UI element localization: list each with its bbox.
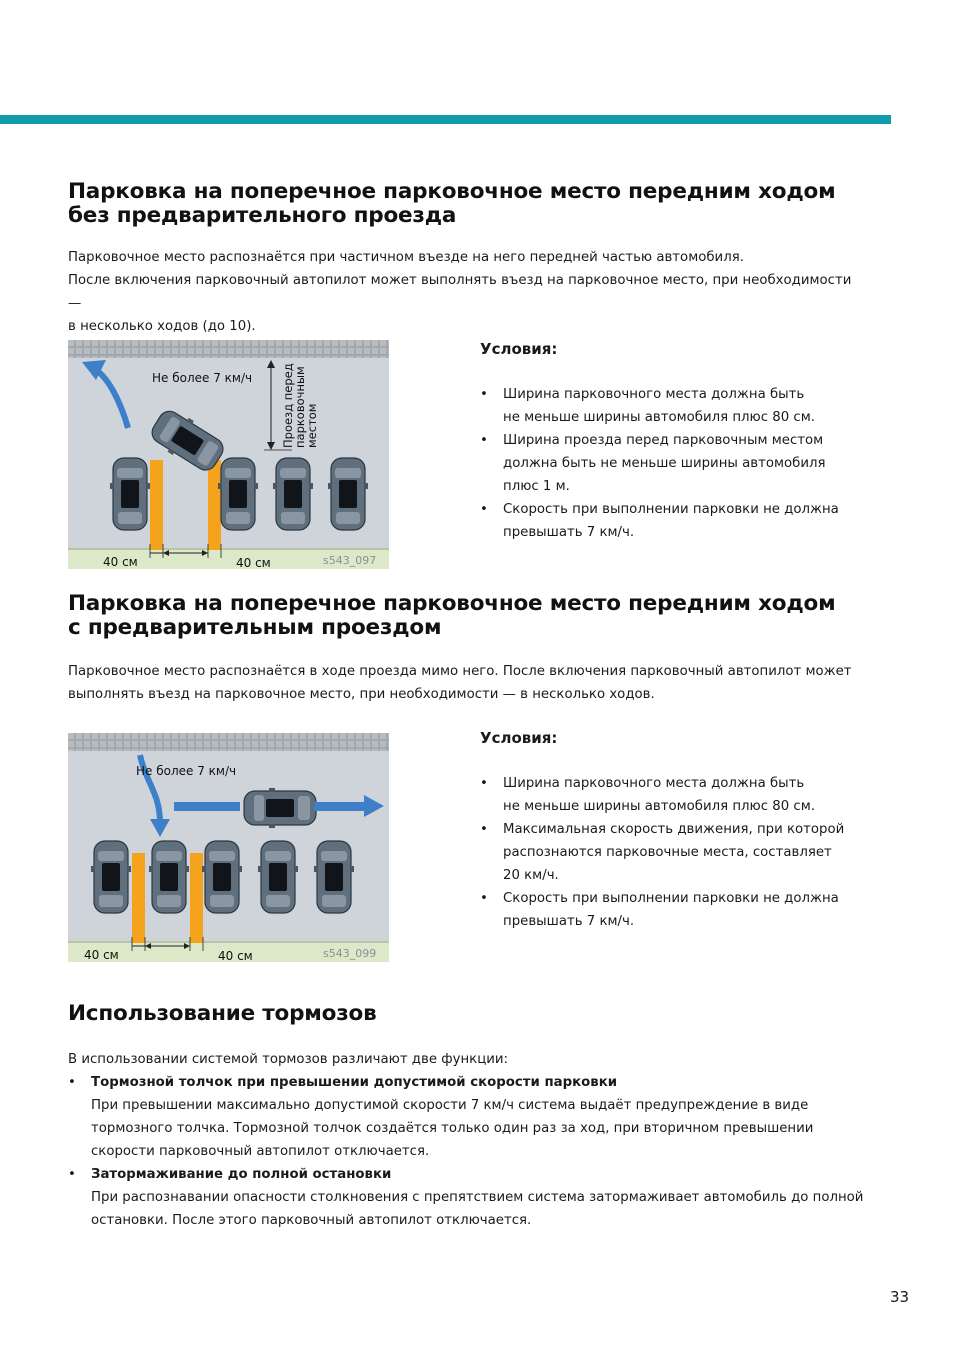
parking-marker: [132, 853, 145, 943]
list-item: • Ширина проезда перед парковочным местом должна быть не меньше ширины автомобиля плюс 1 м.: [480, 429, 860, 498]
list-item: • Скорость при выполнении парковки не должна превышать 7 км/ч.: [480, 498, 860, 544]
list-item: • Ширина парковочного места должна быть не меньше ширины автомобиля плюс 80 см.: [480, 383, 860, 429]
car-top-view: [218, 458, 258, 530]
conditions-list: [480, 772, 860, 933]
car-top-view: [149, 841, 189, 913]
paragraph-line: выполнять въезд на парковочное место, при необходимости — в несколько ходов.: [68, 687, 655, 702]
paragraph-line: После включения парковочный автопилот может выполнять въезд на парковочное место, при необходимости —: [68, 273, 852, 311]
car-top-view: [91, 841, 131, 913]
car-top-view: [244, 788, 316, 828]
curb: [68, 733, 389, 751]
section-title: Использование тормозов: [68, 1001, 377, 1026]
car-top-view: [328, 458, 368, 530]
vertical-label: местом: [305, 403, 319, 448]
section-paragraph: [68, 660, 868, 706]
gap-label: 40 см: [103, 555, 138, 569]
item-title: Затормаживание до полной остановки: [91, 1167, 392, 1182]
title-line: Парковка на поперечное парковочное место передним ходом: [68, 591, 836, 616]
section-paragraph: [68, 246, 868, 338]
speed-label: Не более 7 км/ч: [152, 371, 253, 385]
figure-parking-with-pass: [68, 733, 389, 962]
bullet-dot: •: [68, 1075, 76, 1090]
paragraph-line: в несколько ходов (до 10).: [68, 319, 256, 334]
list-item: • Затормаживание до полной остановки При распознавании опасности столкновения с препятствием система затормаживает автомобиль до полной остановки. После этого парковочный автопилот отключается.: [68, 1163, 868, 1232]
conditions-title: Условия:: [480, 340, 558, 358]
accent-bar: [0, 115, 891, 124]
car-top-view: [314, 841, 354, 913]
title-line: Парковка на поперечное парковочное место передним ходом: [68, 179, 836, 204]
gap-label: 40 см: [84, 948, 119, 962]
brakes-content: [68, 1048, 868, 1232]
conditions-title: Условия:: [480, 729, 558, 747]
gap-label: 40 см: [236, 556, 271, 569]
list-item: • Максимальная скорость движения, при которой распознаются парковочные места, составляет 20 км/ч.: [480, 818, 860, 887]
parking-marker: [208, 460, 221, 550]
conditions-list: [480, 383, 860, 544]
section-title: [68, 180, 888, 228]
parking-diagram: [68, 340, 389, 569]
vertical-label: Проезд перед: [281, 363, 295, 448]
curb: [68, 340, 389, 358]
parking-diagram: [68, 733, 389, 962]
speed-label: Не более 7 км/ч: [136, 764, 237, 778]
page-number: 33: [890, 1288, 910, 1306]
list-item: • Скорость при выполнении парковки не должна превышать 7 км/ч.: [480, 887, 860, 933]
item-title: Тормозной толчок при превышении допустимой скорости парковки: [91, 1075, 618, 1090]
section-title: [68, 592, 888, 640]
car-top-view: [202, 841, 242, 913]
parking-marker: [150, 460, 163, 550]
vertical-label: парковочным: [293, 366, 307, 448]
parking-marker: [190, 853, 203, 943]
figure-code: s543_097: [323, 554, 377, 567]
intro-text: В использовании системой тормозов различают две функции:: [68, 1052, 509, 1067]
car-top-view: [258, 841, 298, 913]
title-line: с предварительным проездом: [68, 615, 442, 640]
gap-label: 40 см: [218, 949, 253, 962]
direction-arrow: [174, 802, 240, 811]
car-top-view: [273, 458, 313, 530]
list-item: • Тормозной толчок при превышении допустимой скорости парковки При превышении максимально допустимой скорости 7 км/ч система выдаёт предупреждение в виде тормозного толчка. Тормозной толчок создаётся только один раз за ход, при вторичном превышении скорости парковочный автопилот отключается.: [68, 1071, 868, 1163]
list-item: • Ширина парковочного места должна быть не меньше ширины автомобиля плюс 80 см.: [480, 772, 860, 818]
car-top-view: [110, 458, 150, 530]
title-line: без предварительного проезда: [68, 203, 457, 228]
paragraph-line: Парковочное место распознаётся при частичном въезде на него передней частью автомобиля.: [68, 250, 744, 265]
paragraph-line: Парковочное место распознаётся в ходе проезда мимо него. После включения парковочный автопилот может: [68, 664, 852, 679]
figure-parking-no-pass: [68, 340, 389, 569]
bullet-dot: •: [68, 1167, 76, 1182]
figure-code: s543_099: [323, 947, 377, 960]
